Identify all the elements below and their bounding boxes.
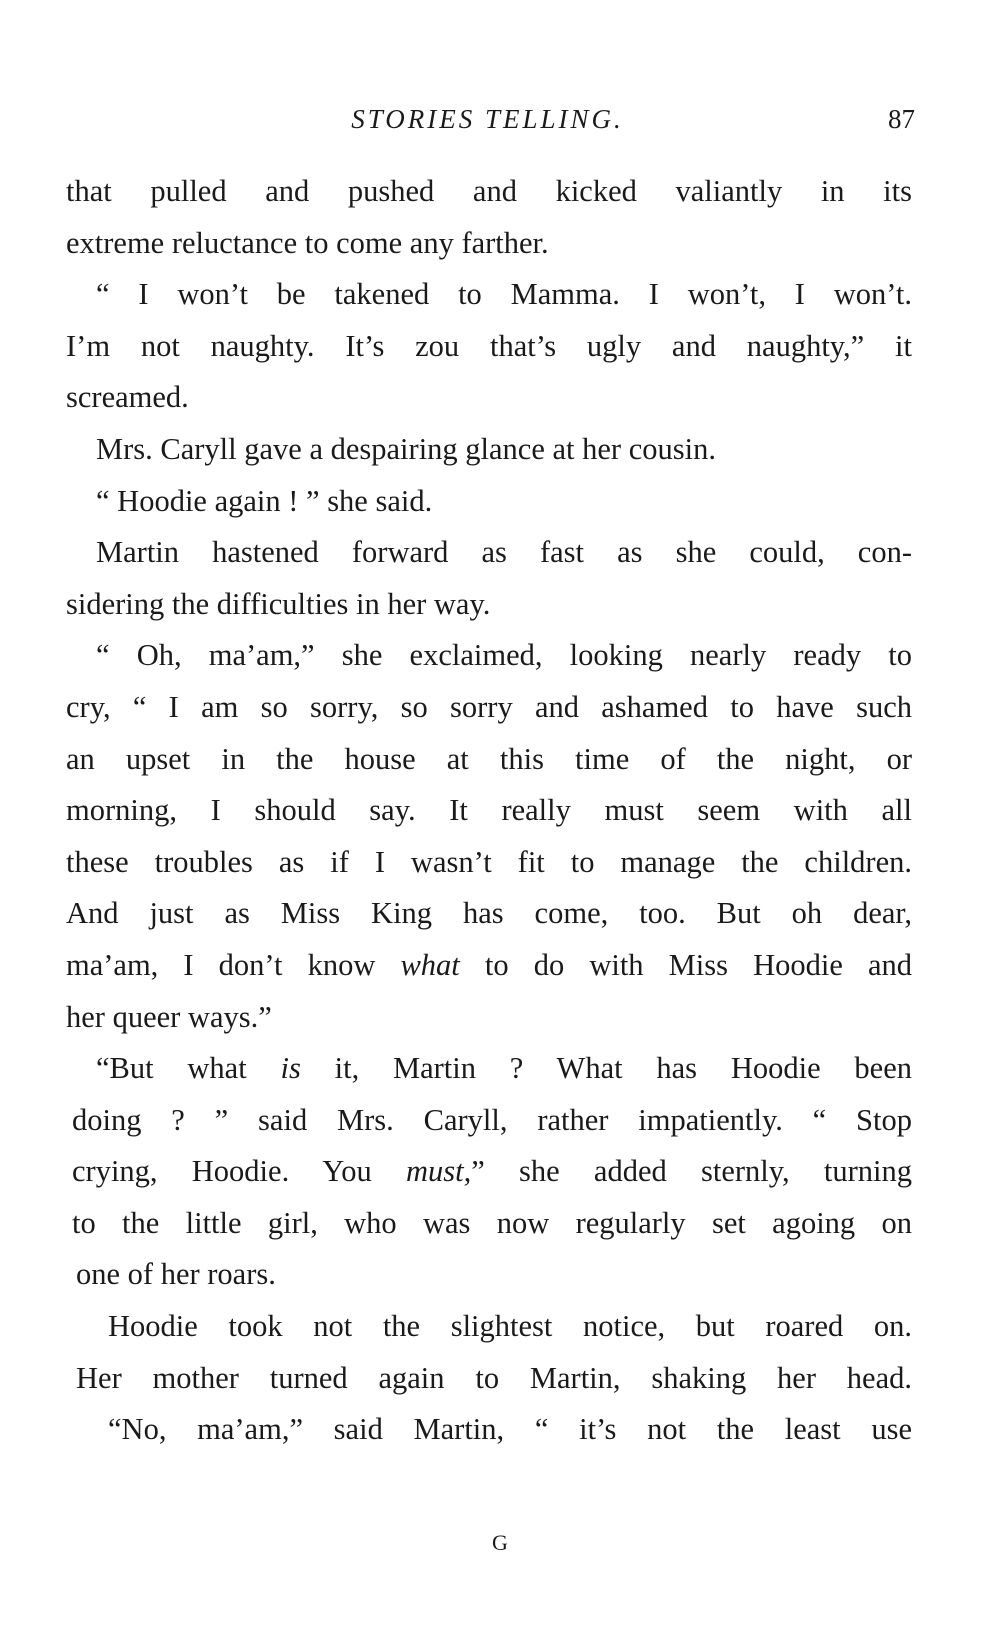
text-segment: it, Martin ? What has Hoodie been: [300, 1051, 912, 1086]
text-line: sidering the difficulties in her way.: [66, 586, 491, 621]
text-line: that pulled and pushed and kicked valiantly in its: [66, 174, 912, 208]
text-line: I’m not naughty. It’s zou that’s ugly and naughty,” it: [66, 328, 912, 363]
text-line: “ Oh, ma’am,” she exclaimed, looking nearly ready to: [96, 638, 912, 673]
text-line: “ I won’t be takened to Mamma. I won’t, I won’t.: [96, 277, 912, 312]
text-line: doing ? ” said Mrs. Caryll, rather impatiently. “ Stop: [72, 1102, 912, 1137]
page-header: [60, 104, 915, 144]
text-line: these troubles as if I wasn’t fit to manage the children.: [66, 844, 912, 879]
text-line: “No, ma’am,” said Martin, “ it’s not the least use: [108, 1412, 912, 1447]
italic-emphasis: is: [280, 1051, 301, 1086]
text-line: screamed.: [66, 380, 189, 415]
text-segment: ma’am, I don’t know: [66, 947, 401, 982]
italic-emphasis: must,: [406, 1154, 472, 1189]
text-segment: to do with Miss Hoodie and: [459, 947, 912, 982]
body-text: [66, 166, 912, 1456]
text-line: cry, “ I am so sorry, so sorry and ashamed to have such: [66, 689, 912, 724]
text-line: Her mother turned again to Martin, shaking her head.: [76, 1360, 912, 1395]
text-line: one of her roars.: [76, 1257, 276, 1292]
text-line: morning, I should say. It really must seem with all: [66, 793, 912, 828]
text-line: [66, 940, 912, 992]
text-line: [66, 1146, 912, 1198]
text-segment: crying, Hoodie. You: [72, 1154, 407, 1189]
text-line: Hoodie took not the slightest notice, but roared on.: [108, 1309, 912, 1344]
text-line: to the little girl, who was now regularly set agoing on: [72, 1205, 912, 1240]
text-line: Martin hastened forward as fast as she could, con-: [96, 535, 912, 570]
text-line: [66, 1043, 912, 1095]
text-line: Mrs. Caryll gave a despairing glance at her cousin.: [96, 431, 716, 466]
running-head: STORIES TELLING.: [351, 104, 624, 134]
text-segment: “But what: [96, 1051, 281, 1086]
text-line: an upset in the house at this time of the night, or: [66, 741, 912, 776]
page-number: 87: [888, 104, 915, 134]
text-segment: ” she added sternly, turning: [471, 1154, 912, 1189]
text-line: her queer ways.”: [66, 999, 272, 1034]
italic-emphasis: what: [400, 947, 460, 982]
text-line: “ Hoodie again ! ” she said.: [96, 483, 433, 518]
signature-mark: G: [492, 1530, 508, 1555]
text-line: extreme reluctance to come any farther.: [66, 225, 549, 260]
text-line: And just as Miss King has come, too. But oh dear,: [66, 896, 912, 931]
